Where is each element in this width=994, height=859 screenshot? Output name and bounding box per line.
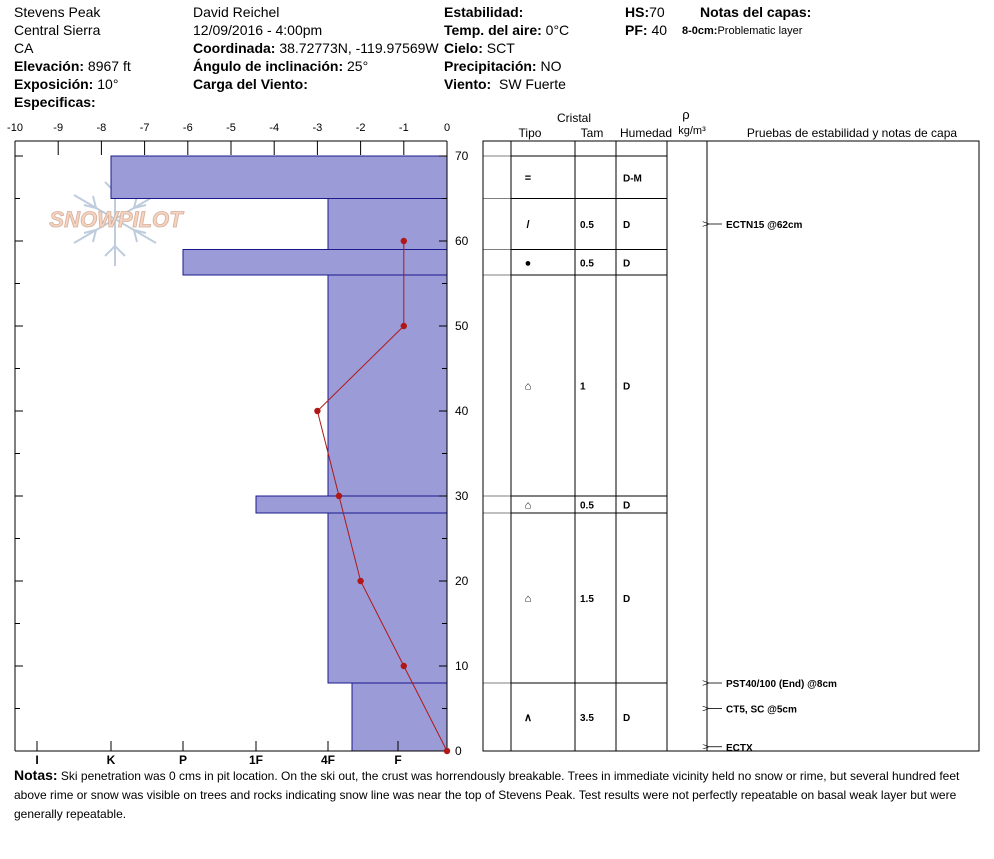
depth-tick-label: 50: [455, 319, 469, 333]
stability-tests: [709, 220, 837, 754]
location-name: Stevens Peak: [14, 4, 101, 20]
crystal-size: 3.5: [580, 713, 594, 724]
header-crystal: Cristal: [556, 111, 592, 125]
depth-tick-label: 60: [455, 234, 469, 248]
temperature-point: [314, 408, 320, 414]
depth-tick-label: 20: [455, 574, 469, 588]
header-rho: ρ: [682, 107, 690, 122]
test-label: ECTN15 @62cm: [726, 220, 803, 231]
test-label: CT5, SC @5cm: [726, 704, 797, 716]
depth-tick-label: 40: [455, 404, 469, 418]
temperature-point: [336, 493, 342, 499]
layer-moisture: D: [623, 381, 631, 393]
layer-moisture: D-M: [623, 173, 642, 185]
header-moisture: Humedad: [619, 126, 673, 140]
coord-label: Coordinada:: [193, 40, 276, 56]
wind-value: SW Fuerte: [498, 76, 566, 92]
hardness-bar: [111, 156, 447, 199]
hardness-axis: [35, 741, 401, 767]
depth-tick-label: 10: [455, 659, 469, 673]
hardness-bar: [328, 275, 447, 496]
header-size: Tam: [580, 126, 604, 140]
temperature-point: [401, 663, 407, 669]
test-label: PST40/100 (End) @8cm: [726, 679, 837, 690]
wind-load-label: Carga del Viento:: [193, 76, 308, 92]
temperature-point: [357, 578, 363, 584]
notes-section: [14, 766, 986, 824]
hardness-bar: [256, 496, 447, 513]
crystal-type: /: [526, 219, 530, 231]
sky-value: SCT: [486, 40, 515, 56]
temperature-point: [401, 323, 407, 329]
crystal-type: ●: [524, 257, 532, 270]
crystal-type: ⌂: [524, 593, 532, 605]
elevation-label: Elevación:: [14, 58, 85, 74]
hardness-tick-label: 1F: [248, 753, 264, 767]
hardness-bar: [183, 250, 447, 276]
observer-name: David Reichel: [193, 4, 280, 20]
precip-value: NO: [540, 58, 562, 74]
stability-label: Estabilidad:: [444, 4, 524, 20]
temperature-axis: [7, 122, 450, 155]
crystal-type: ⌂: [524, 499, 532, 512]
pf-value: 40: [651, 22, 668, 38]
crystal-size: 0.5: [580, 220, 594, 231]
temp-tick-label: -6: [182, 122, 193, 134]
layer-note-range: 8-0cm:: [682, 25, 718, 37]
state: CA: [14, 40, 34, 56]
depth-tick-label: 70: [455, 149, 469, 163]
table-frame: [483, 141, 979, 751]
hardness-tick-label: 4F: [320, 753, 336, 767]
temperature-point: [444, 748, 450, 754]
temp-tick-label: -4: [269, 122, 280, 134]
temp-tick-label: -8: [96, 122, 107, 134]
temp-tick-label: -2: [355, 122, 366, 134]
region: Central Sierra: [14, 22, 101, 38]
aspect-label: Exposición:: [14, 76, 94, 92]
header-type: Tipo: [518, 126, 542, 140]
sky-label: Cielo:: [444, 40, 483, 56]
crystal-type: ∧: [523, 712, 533, 724]
specifics-label: Especificas:: [14, 94, 96, 110]
hardness-tick-label: K: [106, 753, 116, 767]
crystal-type: ⌂: [524, 380, 532, 393]
crystal-size: 1.5: [580, 594, 594, 605]
aspect-value: 10°: [97, 76, 119, 92]
hardness-bar: [328, 513, 447, 683]
header-density-unit: kg/m³: [678, 125, 706, 137]
observation-datetime: 12/09/2016 - 4:00pm: [193, 22, 323, 38]
layer-moisture: D: [623, 258, 631, 270]
crystal-size: 0.5: [580, 500, 594, 512]
hardness-tick-label: F: [394, 753, 402, 767]
temp-tick-label: -3: [312, 122, 323, 134]
temp-tick-label: -9: [53, 122, 64, 134]
air-temp-value: 0°C: [545, 22, 570, 38]
layer-moisture: D: [623, 500, 631, 512]
crystal-size: 1: [580, 381, 586, 393]
hardness-tick-label: I: [35, 753, 39, 767]
slope-value: 25°: [347, 58, 369, 74]
layer-moisture: D: [623, 594, 631, 605]
hardness-bar: [352, 683, 447, 751]
precip-label: Precipitación:: [444, 58, 537, 74]
layer-moisture: D: [623, 220, 631, 231]
depth-tick-label: 30: [455, 489, 469, 503]
temperature-point: [401, 238, 407, 244]
depth-tick-label: 0: [455, 744, 462, 758]
layer-note-text: Problematic layer: [717, 25, 803, 37]
layer-notes-label: Notas del capas:: [700, 4, 812, 20]
hardness-bar: [328, 199, 447, 250]
hs-value: 70: [649, 4, 665, 20]
crystal-size: 0.5: [580, 258, 594, 270]
notes-label: Notas:: [14, 767, 58, 783]
coord-value: 38.72773N, -119.97569W: [279, 40, 439, 56]
logo-text: SNOWPILOT: [49, 207, 183, 232]
slope-label: Ángulo de inclinación:: [193, 58, 344, 74]
hardness-bars: [111, 156, 447, 751]
hardness-tick-label: P: [178, 753, 188, 767]
temp-tick-label: -7: [139, 122, 150, 134]
layer-moisture: D: [623, 713, 631, 724]
temp-tick-label: -5: [226, 122, 236, 134]
header-tests: Pruebas de estabilidad y notas de capa: [746, 126, 958, 140]
layer-table: [483, 107, 979, 754]
elevation-value: 8967 ft: [87, 58, 131, 74]
temp-tick-label: -1: [398, 122, 409, 134]
air-temp-label: Temp. del aire:: [444, 22, 542, 38]
wind-label: Viento:: [444, 76, 492, 92]
temp-tick-label: 0: [443, 122, 451, 134]
hs-label: HS:: [625, 4, 650, 20]
test-label: ECTX: [726, 742, 753, 754]
crystal-type: =: [524, 172, 532, 185]
pf-label: PF:: [625, 22, 648, 38]
notes-text: Ski penetration was 0 cms in pit location. On the ski out, the crust was horrendously breakable. Trees in immediate vicinity held no snow or rime, but several hundred feet above rime or snow was visible on trees and rocks indicating snow line was near the top of Stevens Peak. Test results were not perfectly repeatable on basal weak layer but were generally repeatable.: [14, 769, 960, 821]
temp-tick-label: -10: [7, 122, 23, 134]
